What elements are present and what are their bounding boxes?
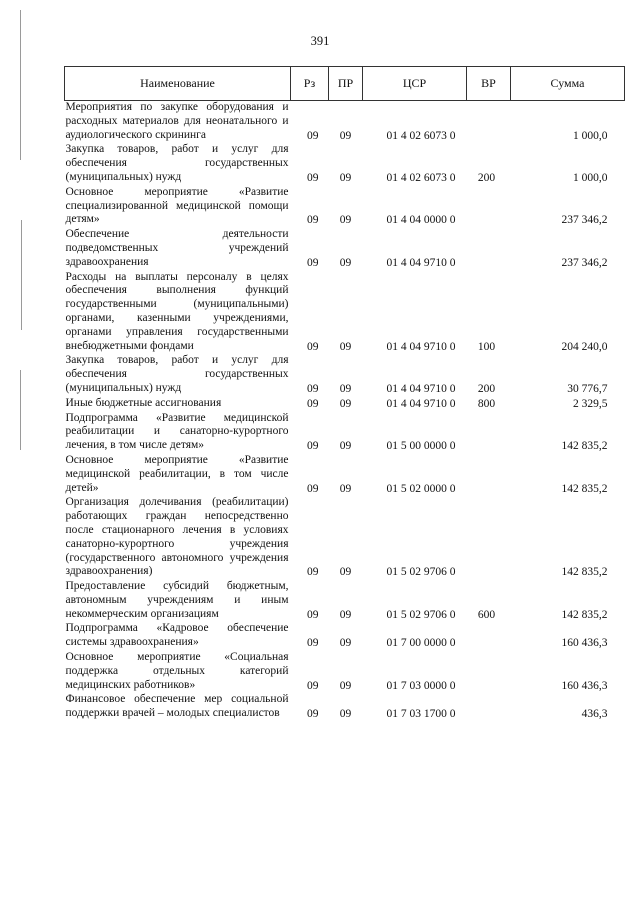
table-row: [65, 496, 625, 580]
header-sum: Сумма: [511, 67, 625, 101]
row-csr: 01 4 02 6073 0: [386, 129, 456, 142]
row-rz: 09: [307, 679, 319, 692]
row-pr: 09: [339, 340, 352, 353]
row-csr: 01 4 04 9710 0: [386, 382, 456, 395]
row-pr: 09: [339, 171, 352, 184]
table-row: [65, 651, 625, 693]
row-vr: [467, 228, 511, 270]
row-vr: [467, 186, 511, 228]
row-rz: 09: [307, 708, 319, 721]
row-sum: 160 436,3: [561, 637, 608, 650]
table-row: [65, 354, 625, 396]
row-vr: [467, 622, 511, 651]
row-sum: 1 000,0: [573, 129, 608, 142]
row-csr: 01 5 02 9706 0: [386, 608, 456, 621]
row-name: Подпрограмма «Кадровое обеспечение системы здравоохранения»: [65, 622, 289, 649]
header-name: Наименование: [65, 67, 291, 101]
row-sum: 142 835,2: [561, 482, 608, 495]
row-pr: 09: [339, 440, 352, 453]
row-rz: 09: [307, 171, 319, 184]
row-vr: [467, 496, 511, 580]
row-sum: 142 835,2: [561, 566, 608, 579]
row-name: Организация долечивания (реабилитации) работающих граждан непосредственно после стационарного лечения в условиях санаторно-курортного учреждения (государственного автономного учреждения здравоохранения): [65, 496, 289, 578]
row-pr: 09: [339, 608, 352, 621]
row-name: Обеспечение деятельности подведомственных учреждений здравоохранения: [65, 228, 289, 268]
row-rz: 09: [307, 397, 319, 410]
row-name: Основное мероприятие «Развитие медицинской реабилитации, в том числе детей»: [65, 453, 289, 494]
budget-table: [64, 66, 625, 722]
table-row: [65, 580, 625, 622]
row-rz: 09: [307, 129, 319, 142]
row-rz: 09: [307, 256, 319, 269]
row-name: Финансовое обеспечение мер социальной поддержки врачей – молодых специалистов: [65, 693, 289, 720]
row-name: Предоставление субсидий бюджетным, автономным учреждениям и иным некоммерческим организациям: [65, 580, 289, 620]
row-rz: 09: [307, 340, 319, 353]
row-name: Расходы на выплаты персоналу в целях обеспечения выполнения функций государственными (муниципальными) органами, казенными учреждениями, органами управления государственными внебюджетными фондами: [65, 270, 289, 352]
row-pr: 09: [339, 382, 352, 395]
row-rz: 09: [307, 214, 319, 227]
row-csr: 01 4 04 9710 0: [386, 256, 456, 269]
table-row: [65, 101, 625, 144]
row-pr: 09: [339, 482, 352, 495]
row-rz: 09: [307, 440, 319, 453]
table-header-row: [65, 67, 625, 101]
row-vr: 800: [477, 397, 496, 410]
row-csr: 01 4 02 6073 0: [386, 171, 456, 184]
row-sum: 237 346,2: [561, 214, 608, 227]
row-pr: 09: [339, 256, 352, 269]
header-csr: ЦСР: [363, 67, 467, 101]
table-row: [65, 186, 625, 228]
row-vr: 600: [477, 608, 496, 621]
table-row: [65, 693, 625, 722]
page-number: 391: [310, 34, 330, 48]
row-sum: 160 436,3: [561, 679, 608, 692]
row-csr: 01 5 02 9706 0: [386, 566, 456, 579]
row-pr: 09: [339, 129, 352, 142]
row-vr: [467, 693, 511, 722]
row-vr: [467, 101, 511, 144]
row-sum: 436,3: [581, 708, 608, 721]
row-sum: 2 329,5: [573, 397, 608, 410]
row-csr: 01 7 03 1700 0: [386, 708, 456, 721]
row-rz: 09: [307, 566, 319, 579]
row-vr: 100: [477, 340, 496, 353]
row-pr: 09: [339, 214, 352, 227]
row-csr: 01 7 03 0000 0: [386, 679, 456, 692]
row-rz: 09: [307, 482, 319, 495]
row-name: Мероприятия по закупке оборудования и расходных материалов для неонатального и аудиологического скрининга: [65, 101, 289, 141]
row-csr: 01 4 04 9710 0: [386, 340, 456, 353]
table-row: [65, 397, 625, 412]
row-pr: 09: [339, 708, 352, 721]
row-rz: 09: [307, 382, 319, 395]
row-csr: 01 4 04 0000 0: [386, 214, 456, 227]
row-sum: 142 835,2: [561, 440, 608, 453]
row-sum: 204 240,0: [561, 340, 608, 353]
row-name: Основное мероприятие «Социальная поддержка отдельных категорий медицинских работников»: [65, 651, 289, 691]
row-sum: 30 776,7: [567, 382, 608, 395]
row-rz: 09: [307, 637, 319, 650]
header-vr: ВР: [467, 67, 511, 101]
row-rz: 09: [307, 608, 319, 621]
row-vr: 200: [477, 171, 496, 184]
row-pr: 09: [339, 679, 352, 692]
row-vr: 200: [477, 382, 496, 395]
row-pr: 09: [339, 397, 352, 410]
header-rz: Рз: [291, 67, 329, 101]
scan-margin-marks: [20, 10, 22, 450]
header-pr: ПР: [329, 67, 363, 101]
row-pr: 09: [339, 566, 352, 579]
row-name: Закупка товаров, работ и услуг для обеспечения государственных (муниципальных) нужд: [65, 354, 289, 394]
row-pr: 09: [339, 637, 352, 650]
table-row: [65, 622, 625, 651]
table-row: [65, 454, 625, 496]
table-row: [65, 228, 625, 270]
row-name: Основное мероприятие «Развитие специализированной медицинской помощи детям»: [65, 185, 289, 226]
row-sum: 142 835,2: [561, 608, 608, 621]
row-name: Закупка товаров, работ и услуг для обеспечения государственных (муниципальных) нужд: [65, 143, 289, 183]
row-csr: 01 5 02 0000 0: [386, 482, 456, 495]
table-row: [65, 271, 625, 355]
row-vr: [467, 454, 511, 496]
row-name: Подпрограмма «Развитие медицинской реабилитации и санаторно-курортного лечения, в том числе детям»: [65, 411, 289, 452]
row-csr: 01 5 00 0000 0: [386, 440, 456, 453]
table-row: [65, 412, 625, 454]
row-sum: 1 000,0: [573, 171, 608, 184]
row-csr: 01 7 00 0000 0: [386, 637, 456, 650]
row-sum: 237 346,2: [561, 256, 608, 269]
row-csr: 01 4 04 9710 0: [386, 397, 456, 410]
row-vr: [467, 651, 511, 693]
row-name: Иные бюджетные ассигнования: [65, 396, 222, 409]
row-vr: [467, 412, 511, 454]
table-row: [65, 143, 625, 185]
